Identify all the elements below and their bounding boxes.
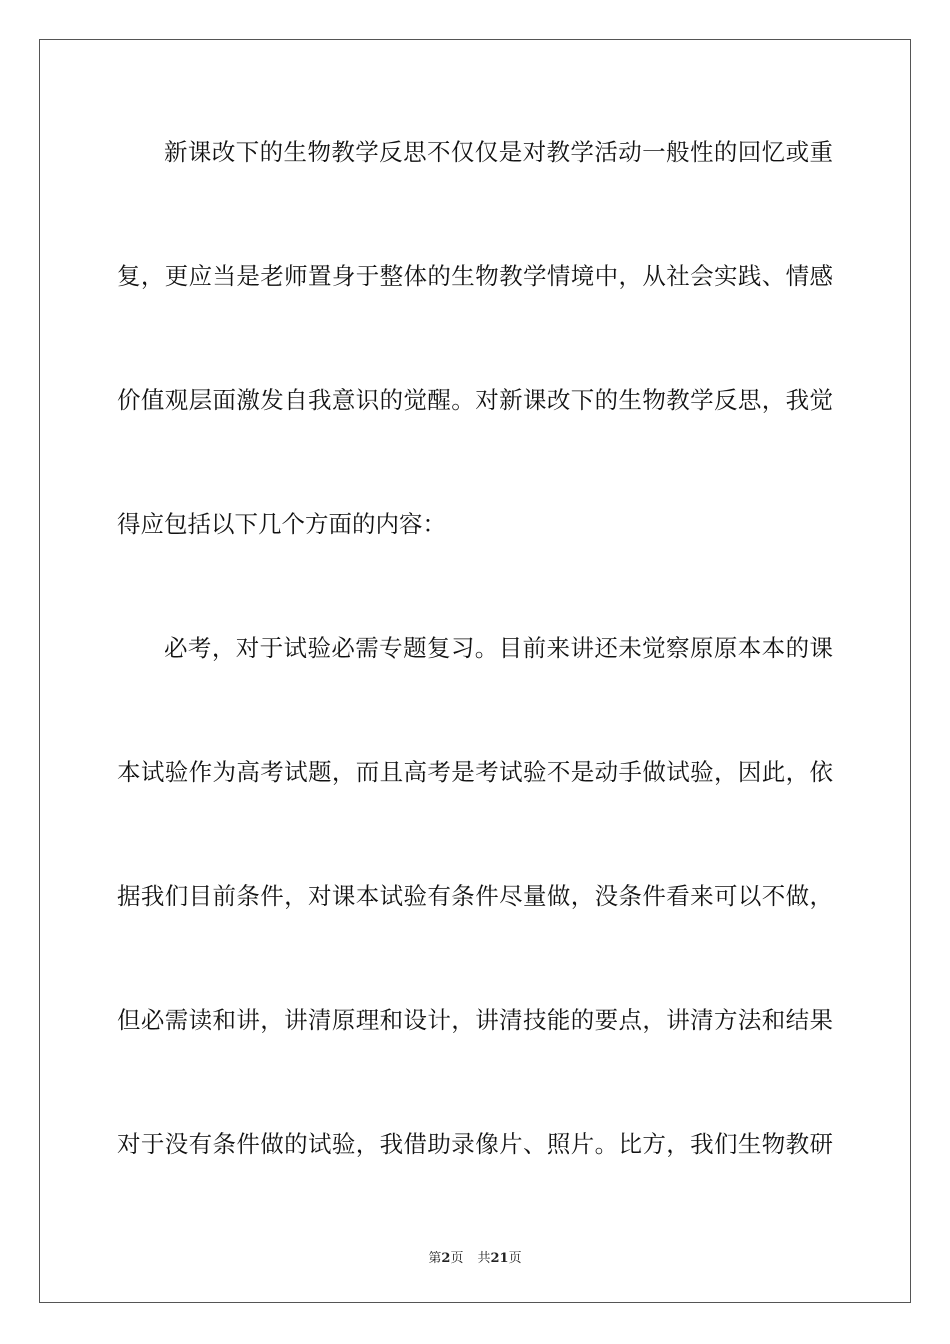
page-number: 2 — [441, 1251, 451, 1266]
total-pages: 21 — [490, 1251, 509, 1266]
total-prefix: 共 — [477, 1251, 491, 1266]
paragraph-1-line-3: 价值观层面激发自我意识的觉醒。对新课改下的生物教学反思，我觉 — [117, 386, 833, 414]
page-prefix: 第 — [428, 1251, 442, 1266]
page-suffix: 页 — [450, 1251, 464, 1266]
page-border — [39, 39, 911, 1303]
paragraph-2-line-1: 必考，对于试验必需专题复习。目前来讲还未觉察原原本本的课 — [164, 634, 833, 662]
paragraph-1-line-2: 复，更应当是老师置身于整体的生物教学情境中，从社会实践、情感 — [117, 262, 833, 290]
paragraph-2-line-2: 本试验作为高考试题，而且高考是考试验不是动手做试验，因此，依 — [117, 758, 833, 786]
paragraph-2-line-4: 但必需读和讲，讲清原理和设计，讲清技能的要点，讲清方法和结果 — [117, 1006, 833, 1034]
paragraph-2-line-3: 据我们目前条件，对课本试验有条件尽量做，没条件看来可以不做， — [117, 882, 833, 910]
total-suffix: 页 — [508, 1251, 522, 1266]
paragraph-2-line-5: 对于没有条件做的试验，我借助录像片、照片。比方，我们生物教研 — [117, 1130, 833, 1158]
paragraph-1-line-1: 新课改下的生物教学反思不仅仅是对教学活动一般性的回忆或重 — [164, 138, 833, 166]
paragraph-1-line-4: 得应包括以下几个方面的内容： — [117, 510, 446, 538]
page-footer — [0, 1247, 950, 1266]
